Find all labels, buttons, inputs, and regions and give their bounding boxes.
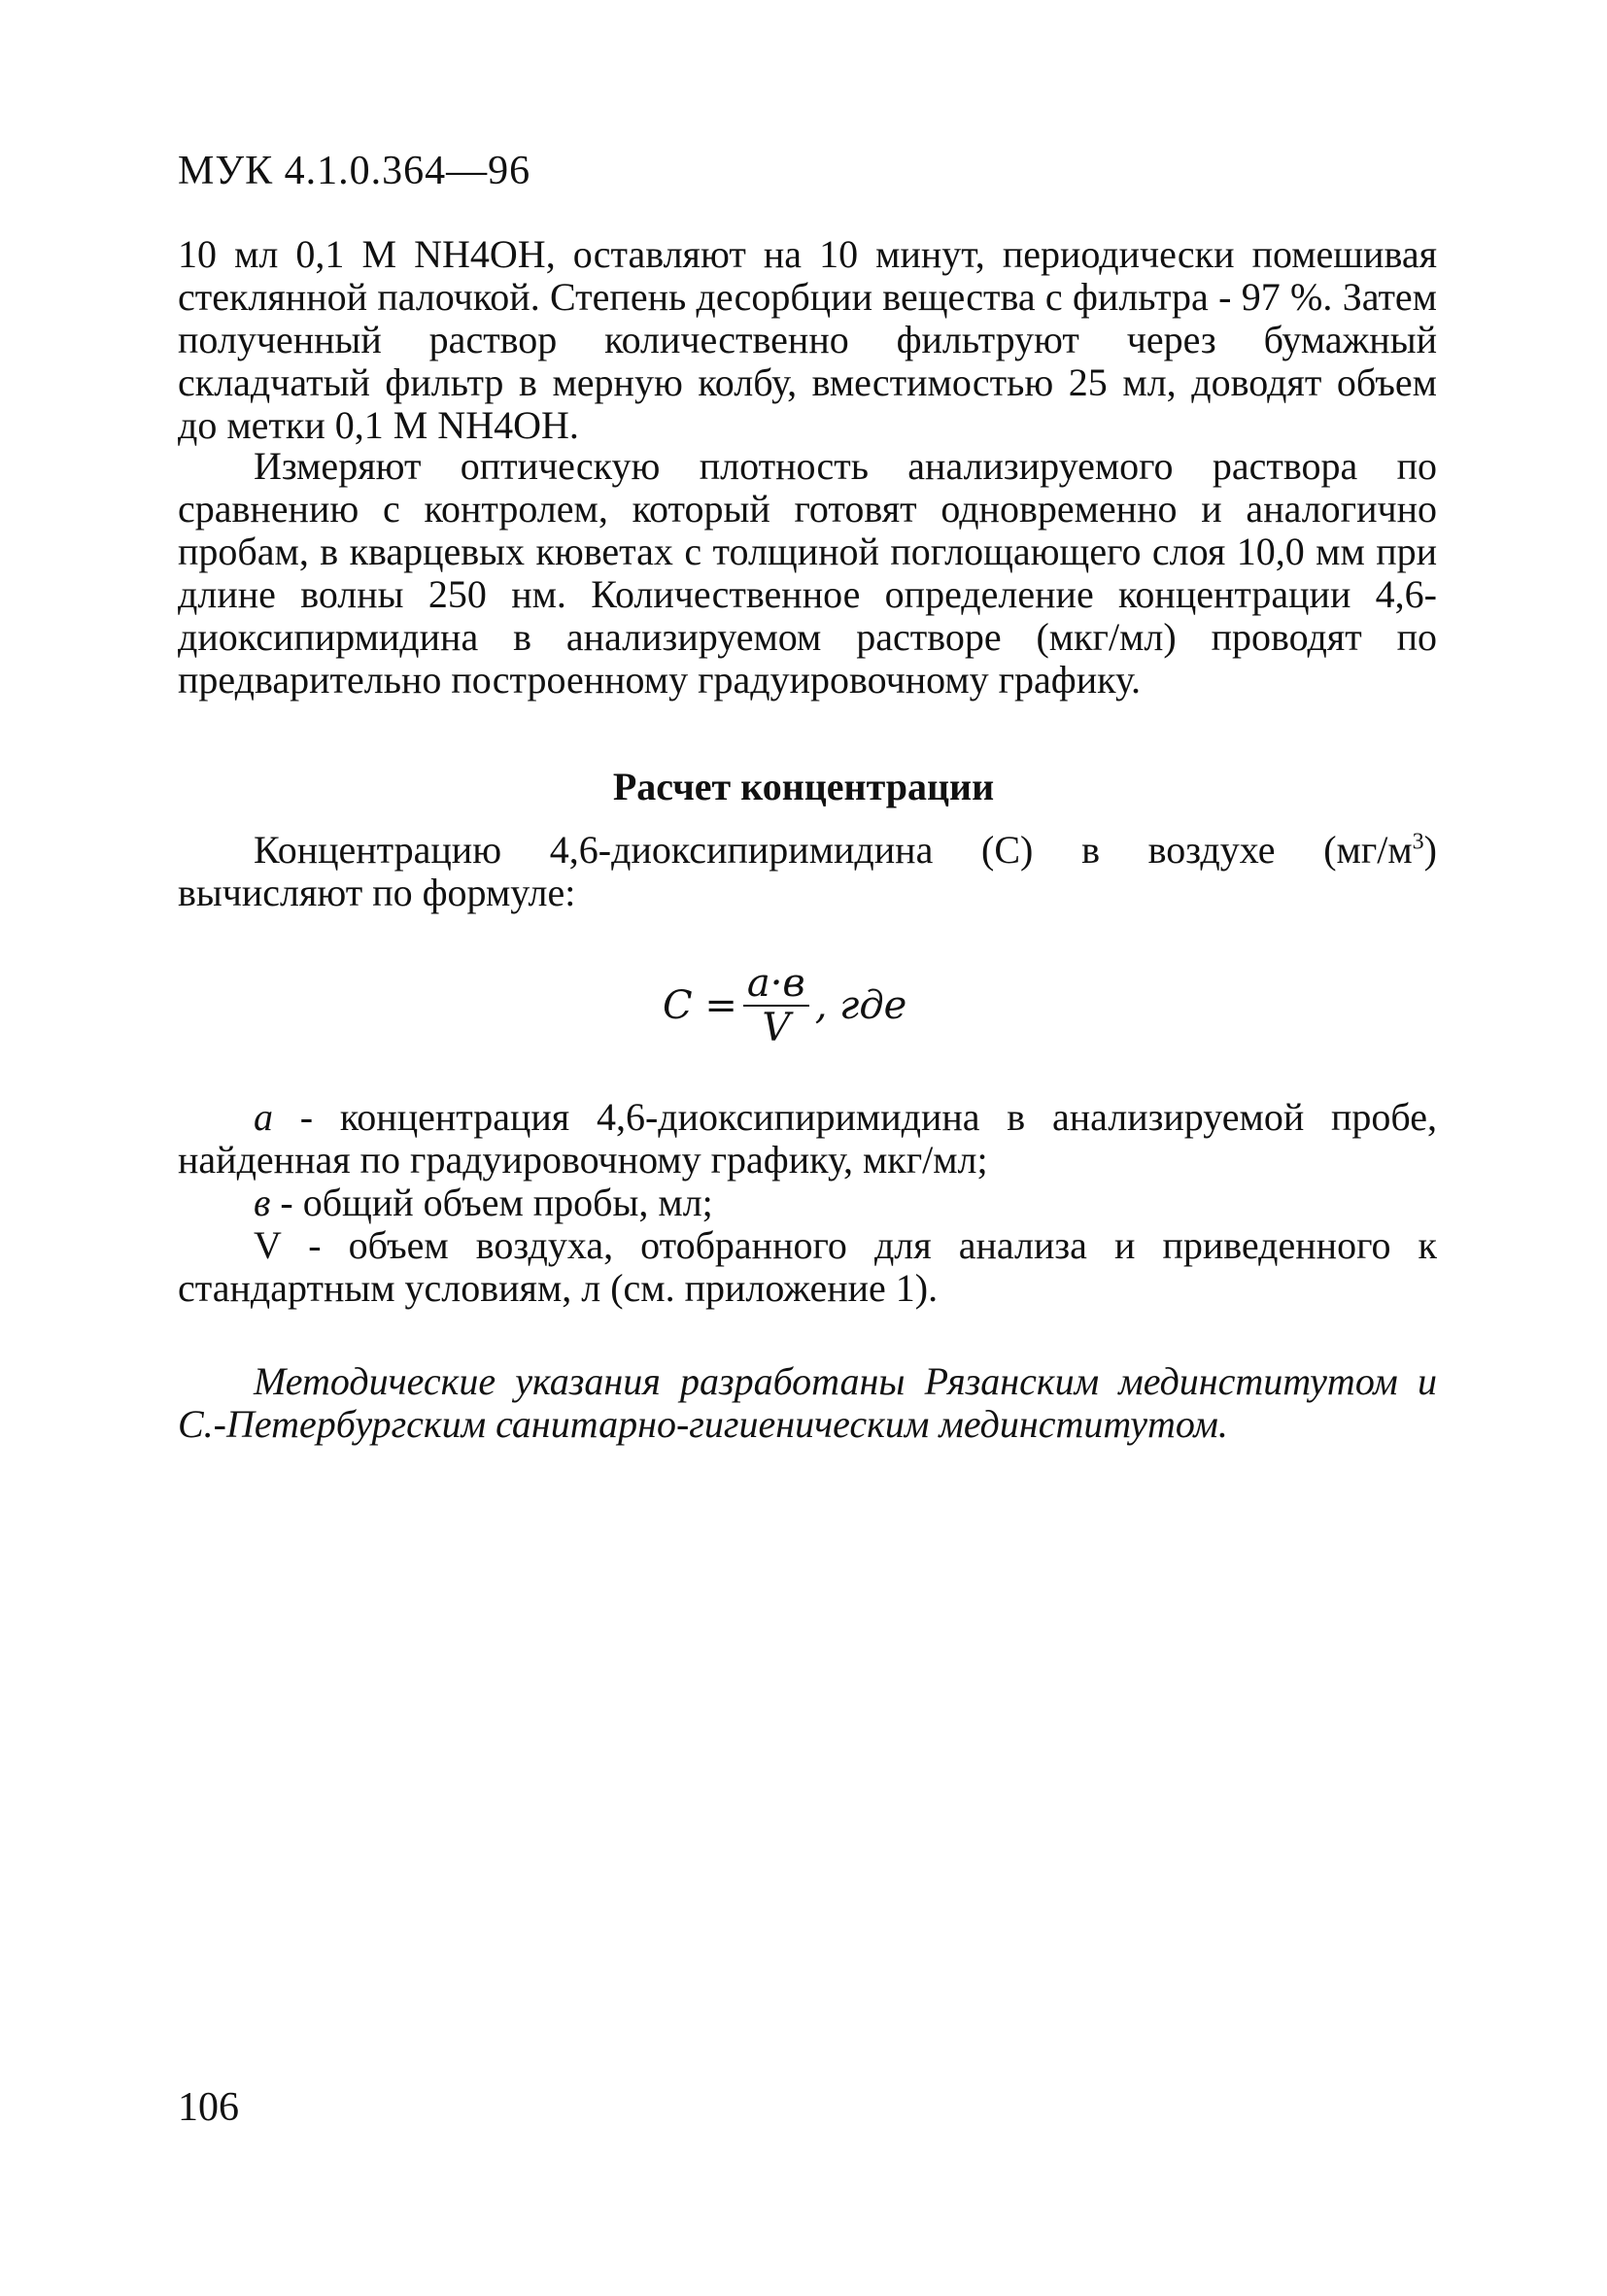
definition-symbol: V <box>254 1223 282 1267</box>
section-heading: Расчет концентрации <box>612 765 995 808</box>
page-number: 106 <box>178 2085 239 2130</box>
definition-text: - общий объем пробы, мл; <box>270 1181 713 1224</box>
formula-lhs: С = <box>663 983 737 1028</box>
intro-text: Концентрацию 4,6-диоксипиримидина (С) в воздухе (мг/м <box>254 828 1413 872</box>
authorship-text: Методические указания разработаны Рязанским мединститутом и С.-Петербургским санитарно-гигиеническим мединститутом. <box>178 1359 1437 1446</box>
concentration-formula <box>663 962 906 1049</box>
document-code-header: МУК 4.1.0.364—96 <box>178 149 531 193</box>
authorship-note <box>178 1360 1437 1446</box>
intro-text-end: ) вычисляют по формуле: <box>178 828 1437 914</box>
paragraph-text <box>178 829 1437 914</box>
formula-fraction <box>743 962 809 1049</box>
paragraph-text: Измеряют оптическую плотность анализируемого раствора по сравнению с контролем, который готовят одновременно и аналогично пробам, в кварцевых кюветах с толщиной поглощающего слоя 10,0 мм при длине волны 250 нм. Количественное определение концентрации 4,6-диоксипирмидина в анализируемом растворе (мкг/мл) проводят по предварительно построенному градуировочному графику. <box>178 444 1437 702</box>
definition-text: - концентрация 4,6-диоксипиримидина в анализируемой пробе, найденная по градуировочному графику, мкг/мл; <box>178 1095 1437 1182</box>
superscript-exponent: 3 <box>1412 829 1424 855</box>
definition-item <box>178 1224 1437 1310</box>
formula-denominator: V <box>762 1006 791 1050</box>
definition-item <box>178 1096 1437 1182</box>
definition-symbol: в <box>254 1181 271 1224</box>
definition-text: - объем воздуха, отобранного для анализа и приведенного к стандартным условиям, л (см. приложение 1). <box>178 1223 1437 1310</box>
definition-symbol: а <box>254 1095 273 1139</box>
paragraph-desorption <box>178 233 1437 447</box>
definition-item <box>178 1182 1437 1224</box>
formula-numerator: а·в <box>743 962 809 1007</box>
paragraph-text: 10 мл 0,1 М NH4OH, оставляют на 10 минут, периодически помешивая стеклянной палочкой. Степень десорбции вещества с фильтра - 97 %. Затем полученный раствор количественно фильтруют через бумажный складчатый фильтр в мерную колбу, вместимостью 25 мл, доводят объем до метки 0,1 М NH4OH. <box>178 232 1437 447</box>
paragraph-measurement <box>178 445 1437 702</box>
formula-definitions <box>178 1096 1437 1310</box>
formula-suffix: , где <box>814 983 907 1028</box>
paragraph-concentration-intro <box>178 829 1437 914</box>
